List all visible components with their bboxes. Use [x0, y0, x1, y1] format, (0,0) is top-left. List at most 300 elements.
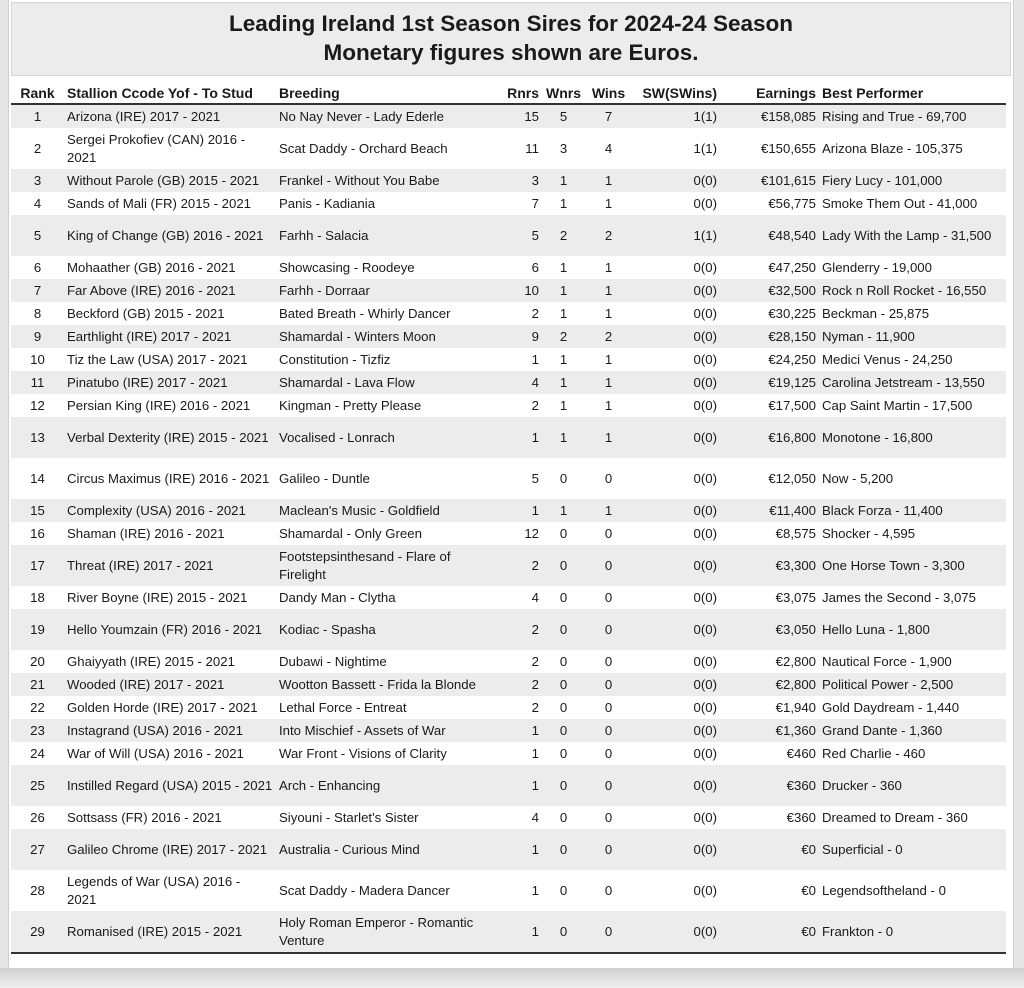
cell-stallion: Pinatubo (IRE) 2017 - 2021	[67, 374, 228, 390]
cell-wnrs: 0	[559, 525, 568, 541]
cell-earnings: €11,400	[769, 502, 816, 518]
cell-rank: 1	[33, 108, 42, 124]
cell-wins: 1	[604, 502, 613, 518]
cell-wnrs: 0	[559, 841, 568, 857]
cell-breeding: Siyouni - Starlet's Sister	[279, 809, 419, 825]
cell-stallion: War of Will (USA) 2016 - 2021	[67, 745, 244, 761]
table-row	[11, 458, 1006, 499]
cell-earnings: €12,050	[768, 470, 816, 486]
table-row	[11, 256, 1006, 279]
table-row	[11, 586, 1006, 609]
cell-breeding: Constitution - Tizfiz	[279, 351, 391, 367]
cell-wins: 1	[604, 351, 613, 367]
cell-wnrs: 1	[559, 374, 568, 390]
cell-breeding: Holy Roman Emperor - Romantic Venture	[276, 911, 482, 953]
cell-best-performer: Glenderry - 19,000	[822, 259, 932, 275]
cell-rank: 18	[30, 589, 45, 605]
cell-earnings: €28,150	[768, 328, 816, 344]
cell-wnrs: 5	[559, 108, 568, 124]
cell-rnrs: 1	[531, 841, 539, 857]
cell-wnrs: 1	[559, 172, 568, 188]
cell-rank: 7	[33, 282, 42, 298]
table-row	[11, 719, 1006, 742]
cell-wnrs: 0	[542, 911, 585, 953]
cell-wins: 1	[604, 397, 613, 413]
header-rank: Rank	[11, 82, 64, 104]
cell-rank: 4	[33, 195, 42, 211]
page-shadow	[0, 968, 1024, 988]
table-row	[11, 104, 1006, 128]
cell-sw: 0(0)	[693, 653, 717, 669]
cell-rank: 14	[30, 470, 45, 486]
cell-rnrs: 3	[531, 172, 539, 188]
cell-rnrs: 1	[531, 722, 539, 738]
cell-earnings: €30,225	[768, 305, 816, 321]
cell-best-performer: Dreamed to Dream - 360	[822, 809, 968, 825]
table-row	[11, 302, 1006, 325]
cell-stallion: Wooded (IRE) 2017 - 2021	[67, 676, 225, 692]
cell-sw: 0(0)	[693, 621, 717, 637]
cell-wnrs: 0	[559, 653, 568, 669]
cell-wins: 0	[604, 525, 613, 541]
header-wnrs: Wnrs	[542, 82, 585, 104]
cell-wnrs: 2	[559, 227, 568, 243]
cell-stallion: Sottsass (FR) 2016 - 2021	[67, 809, 222, 825]
table-row	[11, 911, 1006, 953]
cell-rnrs: 1	[531, 882, 539, 898]
cell-best-performer: Fiery Lucy - 101,000	[822, 172, 943, 188]
cell-rank: 6	[33, 259, 42, 275]
cell-stallion: Complexity (USA) 2016 - 2021	[67, 502, 246, 518]
cell-wnrs: 0	[559, 621, 568, 637]
cell-wnrs: 1	[559, 259, 568, 275]
cell-wins: 4	[604, 140, 613, 156]
cell-best-performer: Hello Luna - 1,800	[822, 621, 930, 637]
cell-stallion: Far Above (IRE) 2016 - 2021	[67, 282, 236, 298]
cell-wins: 2	[604, 227, 613, 243]
cell-rank: 15	[30, 502, 45, 518]
cell-sw: 1(1)	[693, 227, 717, 243]
table-row	[11, 696, 1006, 719]
cell-stallion: Sergei Prokofiev (CAN) 2016 - 2021	[67, 131, 246, 165]
cell-sw: 0(0)	[693, 502, 717, 518]
cell-rnrs: 5	[531, 470, 539, 486]
cell-rank: 2	[33, 140, 42, 156]
cell-rank: 9	[33, 328, 42, 344]
cell-stallion: Beckford (GB) 2015 - 2021	[67, 305, 225, 321]
table-row	[11, 765, 1006, 806]
cell-wnrs: 0	[559, 777, 568, 793]
table-row	[11, 742, 1006, 765]
cell-earnings: €1,360	[775, 722, 816, 738]
cell-stallion: King of Change (GB) 2016 - 2021	[67, 227, 264, 243]
cell-wins: 1	[604, 259, 613, 275]
cell-breeding: Panis - Kadiania	[279, 195, 376, 211]
header-rnrs: Rnrs	[482, 82, 542, 104]
cell-sw: 0(0)	[693, 282, 717, 298]
cell-stallion: Persian King (IRE) 2016 - 2021	[67, 397, 251, 413]
header-breeding: Breeding	[276, 82, 482, 104]
document-page	[8, 0, 1014, 968]
cell-wins: 1	[604, 429, 613, 445]
cell-rnrs: 6	[531, 259, 539, 275]
cell-best-performer: Frankton - 0	[819, 911, 1006, 953]
cell-rank: 19	[30, 621, 45, 637]
cell-stallion: Arizona (IRE) 2017 - 2021	[67, 108, 221, 124]
cell-wins: 0	[604, 722, 613, 738]
cell-wnrs: 0	[559, 470, 568, 486]
cell-wnrs: 1	[559, 351, 568, 367]
cell-rnrs: 7	[531, 195, 539, 211]
cell-earnings: €3,050	[775, 621, 816, 637]
cell-breeding: No Nay Never - Lady Ederle	[279, 108, 444, 124]
cell-earnings: €32,500	[768, 282, 816, 298]
cell-rnrs: 2	[531, 699, 539, 715]
cell-rnrs: 2	[531, 305, 539, 321]
cell-rnrs: 1	[531, 745, 539, 761]
cell-breeding: Lethal Force - Entreat	[279, 699, 407, 715]
cell-stallion: Sands of Mali (FR) 2015 - 2021	[67, 195, 251, 211]
cell-earnings: €2,800	[775, 653, 816, 669]
cell-best-performer: Lady With the Lamp - 31,500	[822, 227, 992, 243]
cell-wnrs: 0	[559, 745, 568, 761]
cell-stallion: Romanised (IRE) 2015 - 2021	[64, 911, 276, 953]
cell-rank: 25	[30, 777, 45, 793]
cell-best-performer: One Horse Town - 3,300	[822, 557, 965, 573]
cell-rank: 16	[30, 525, 45, 541]
cell-rank: 21	[30, 676, 45, 692]
cell-sw: 0(0)	[693, 745, 717, 761]
cell-wins: 1	[604, 374, 613, 390]
table-row	[11, 650, 1006, 673]
table-row	[11, 192, 1006, 215]
cell-stallion: Tiz the Law (USA) 2017 - 2021	[67, 351, 248, 367]
header-best-performer: Best Performer	[819, 82, 1006, 104]
cell-breeding: Scat Daddy - Orchard Beach	[279, 140, 448, 156]
cell-breeding: Australia - Curious Mind	[279, 841, 420, 857]
cell-breeding: Kingman - Pretty Please	[279, 397, 422, 413]
cell-sw: 0(0)	[693, 397, 717, 413]
cell-stallion: Earthlight (IRE) 2017 - 2021	[67, 328, 232, 344]
cell-breeding: War Front - Visions of Clarity	[279, 745, 447, 761]
cell-breeding: Shamardal - Only Green	[279, 525, 422, 541]
cell-rank: 11	[30, 374, 45, 390]
table-body	[11, 104, 1006, 953]
cell-rnrs: 2	[531, 557, 539, 573]
cell-stallion: Without Parole (GB) 2015 - 2021	[67, 172, 260, 188]
cell-best-performer: James the Second - 3,075	[822, 589, 976, 605]
cell-best-performer: Gold Daydream - 1,440	[822, 699, 960, 715]
cell-sw: 0(0)	[693, 882, 717, 898]
cell-breeding: Bated Breath - Whirly Dancer	[279, 305, 451, 321]
cell-wins: 1	[604, 172, 613, 188]
header-wins: Wins	[585, 82, 632, 104]
cell-rank: 20	[30, 653, 45, 669]
cell-stallion: Instilled Regard (USA) 2015 - 2021	[67, 777, 273, 793]
cell-sw: 0(0)	[693, 809, 717, 825]
cell-wins: 0	[604, 621, 613, 637]
cell-sw: 0(0)	[693, 722, 717, 738]
cell-wins: 0	[604, 557, 613, 573]
cell-sw: 0(0)	[632, 911, 720, 953]
cell-sw: 0(0)	[693, 470, 717, 486]
cell-best-performer: Black Forza - 11,400	[822, 502, 943, 518]
cell-wnrs: 1	[559, 195, 568, 211]
cell-earnings: €101,615	[760, 172, 816, 188]
cell-breeding: Wootton Bassett - Frida la Blonde	[279, 676, 476, 692]
table-row	[11, 371, 1006, 394]
cell-wins: 1	[604, 305, 613, 321]
cell-rnrs: 1	[531, 429, 539, 445]
cell-earnings: €158,085	[760, 108, 816, 124]
cell-breeding: Dubawi - Nightime	[279, 653, 387, 669]
cell-breeding: Maclean's Music - Goldfield	[279, 502, 440, 518]
cell-wnrs: 1	[559, 502, 568, 518]
cell-wnrs: 0	[559, 676, 568, 692]
cell-sw: 0(0)	[693, 172, 717, 188]
cell-wins: 1	[604, 282, 613, 298]
cell-best-performer: Legendsoftheland - 0	[822, 882, 946, 898]
cell-earnings: €24,250	[768, 351, 816, 367]
cell-rank: 12	[30, 397, 45, 413]
cell-best-performer: Carolina Jetstream - 13,550	[822, 374, 985, 390]
cell-rnrs: 2	[531, 676, 539, 692]
cell-rnrs: 4	[531, 589, 539, 605]
cell-wins: 0	[604, 653, 613, 669]
cell-wins: 2	[604, 328, 613, 344]
cell-earnings: €360	[786, 809, 816, 825]
cell-sw: 0(0)	[693, 259, 717, 275]
table-row	[11, 215, 1006, 256]
table-row	[11, 169, 1006, 192]
cell-stallion: Shaman (IRE) 2016 - 2021	[67, 525, 225, 541]
header-sw: SW(SWins)	[632, 82, 720, 104]
cell-rnrs: 15	[524, 108, 539, 124]
cell-earnings: €3,300	[775, 557, 816, 573]
cell-rank: 27	[30, 841, 45, 857]
cell-rnrs: 1	[531, 351, 539, 367]
cell-wnrs: 3	[559, 140, 568, 156]
cell-stallion: Circus Maximus (IRE) 2016 - 2021	[67, 470, 270, 486]
cell-stallion: Legends of War (USA) 2016 - 2021	[67, 873, 241, 907]
cell-best-performer: Political Power - 2,500	[822, 676, 954, 692]
cell-rnrs: 2	[531, 621, 539, 637]
cell-stallion: Threat (IRE) 2017 - 2021	[67, 557, 214, 573]
cell-wnrs: 0	[559, 882, 568, 898]
cell-earnings: €47,250	[768, 259, 816, 275]
cell-sw: 1(1)	[693, 108, 717, 124]
cell-rnrs: 1	[482, 911, 542, 953]
cell-best-performer: Red Charlie - 460	[822, 745, 926, 761]
cell-wnrs: 1	[559, 305, 568, 321]
cell-best-performer: Rising and True - 69,700	[822, 108, 967, 124]
cell-rank: 29	[11, 911, 64, 953]
cell-best-performer: Shocker - 4,595	[822, 525, 916, 541]
cell-stallion: Verbal Dexterity (IRE) 2015 - 2021	[67, 429, 269, 445]
cell-rank: 28	[30, 882, 45, 898]
cell-rank: 10	[30, 351, 45, 367]
cell-best-performer: Medici Venus - 24,250	[822, 351, 953, 367]
cell-sw: 0(0)	[693, 374, 717, 390]
cell-stallion: Instagrand (USA) 2016 - 2021	[67, 722, 243, 738]
cell-breeding: Dandy Man - Clytha	[279, 589, 396, 605]
cell-wins: 0	[604, 777, 613, 793]
cell-sw: 0(0)	[693, 557, 717, 573]
cell-rank: 26	[30, 809, 45, 825]
cell-stallion: Golden Horde (IRE) 2017 - 2021	[67, 699, 258, 715]
table-row	[11, 522, 1006, 545]
cell-wins: 0	[604, 882, 613, 898]
cell-rnrs: 12	[524, 525, 539, 541]
cell-sw: 0(0)	[693, 589, 717, 605]
cell-stallion: Ghaiyyath (IRE) 2015 - 2021	[67, 653, 235, 669]
cell-sw: 0(0)	[693, 429, 717, 445]
cell-stallion: River Boyne (IRE) 2015 - 2021	[67, 589, 248, 605]
cell-wins: 0	[585, 911, 632, 953]
table-row	[11, 806, 1006, 829]
cell-wins: 0	[604, 699, 613, 715]
cell-rnrs: 1	[531, 502, 539, 518]
cell-rank: 17	[30, 557, 45, 573]
cell-wnrs: 0	[559, 722, 568, 738]
table-row	[11, 128, 1006, 169]
cell-sw: 0(0)	[693, 195, 717, 211]
cell-rnrs: 11	[525, 140, 539, 156]
page-subtitle: Monetary figures shown are Euros.	[323, 40, 699, 65]
table-row	[11, 673, 1006, 696]
header-row	[11, 82, 1006, 104]
cell-earnings: €460	[786, 745, 816, 761]
table-row	[11, 499, 1006, 522]
cell-best-performer: Rock n Roll Rocket - 16,550	[822, 282, 987, 298]
cell-earnings: €19,125	[768, 374, 816, 390]
cell-breeding: Farhh - Dorraar	[279, 282, 370, 298]
cell-breeding: Arch - Enhancing	[279, 777, 381, 793]
cell-wnrs: 1	[559, 397, 568, 413]
cell-breeding: Kodiac - Spasha	[279, 621, 376, 637]
cell-sw: 0(0)	[693, 328, 717, 344]
cell-breeding: Galileo - Duntle	[279, 470, 370, 486]
cell-rnrs: 5	[531, 227, 539, 243]
cell-best-performer: Grand Dante - 1,360	[822, 722, 943, 738]
cell-earnings: €150,655	[760, 140, 816, 156]
cell-earnings: €0	[801, 882, 816, 898]
header-stallion: Stallion Ccode Yof - To Stud	[64, 82, 276, 104]
cell-breeding: Frankel - Without You Babe	[279, 172, 440, 188]
cell-sw: 0(0)	[693, 841, 717, 857]
cell-wins: 1	[604, 195, 613, 211]
cell-wnrs: 0	[559, 557, 568, 573]
cell-earnings: €0	[720, 911, 819, 953]
cell-breeding: Vocalised - Lonrach	[279, 429, 395, 445]
cell-earnings: €2,800	[775, 676, 816, 692]
cell-best-performer: Now - 5,200	[822, 470, 894, 486]
title-box	[11, 2, 1011, 76]
cell-wnrs: 0	[559, 809, 568, 825]
cell-earnings: €0	[801, 841, 816, 857]
cell-earnings: €8,575	[775, 525, 816, 541]
cell-sw: 0(0)	[693, 676, 717, 692]
cell-wins: 0	[604, 745, 613, 761]
cell-best-performer: Arizona Blaze - 105,375	[822, 140, 963, 156]
cell-wnrs: 0	[559, 699, 568, 715]
cell-wins: 0	[604, 841, 613, 857]
cell-rnrs: 4	[531, 809, 539, 825]
cell-earnings: €16,800	[768, 429, 816, 445]
cell-breeding: Shamardal - Lava Flow	[279, 374, 415, 390]
cell-wins: 0	[604, 676, 613, 692]
cell-rnrs: 4	[531, 374, 539, 390]
cell-earnings: €1,940	[775, 699, 816, 715]
cell-wins: 0	[604, 809, 613, 825]
cell-sw: 0(0)	[693, 525, 717, 541]
cell-wnrs: 1	[559, 282, 568, 298]
cell-stallion: Hello Youmzain (FR) 2016 - 2021	[67, 621, 262, 637]
cell-breeding: Shamardal - Winters Moon	[279, 328, 436, 344]
cell-breeding: Showcasing - Roodeye	[279, 259, 415, 275]
table-row	[11, 609, 1006, 650]
cell-earnings: €360	[786, 777, 816, 793]
cell-sw: 0(0)	[693, 699, 717, 715]
page-title: Leading Ireland 1st Season Sires for 2024-24 Season	[229, 11, 793, 36]
cell-breeding: Into Mischief - Assets of War	[279, 722, 446, 738]
cell-rnrs: 2	[531, 653, 539, 669]
cell-best-performer: Beckman - 25,875	[822, 305, 930, 321]
table-row	[11, 325, 1006, 348]
cell-rank: 3	[33, 172, 42, 188]
table-row	[11, 870, 1006, 911]
cell-wins: 0	[604, 470, 613, 486]
cell-sw: 0(0)	[693, 777, 717, 793]
cell-breeding: Footstepsinthesand - Flare of Firelight	[279, 548, 451, 582]
cell-wnrs: 1	[559, 429, 568, 445]
cell-best-performer: Superficial - 0	[822, 841, 903, 857]
cell-earnings: €48,540	[768, 227, 816, 243]
table-row	[11, 417, 1006, 458]
header-earnings: Earnings	[720, 82, 819, 104]
cell-rank: 23	[30, 722, 45, 738]
cell-sw: 0(0)	[693, 305, 717, 321]
cell-stallion: Mohaather (GB) 2016 - 2021	[67, 259, 236, 275]
cell-breeding: Farhh - Salacia	[279, 227, 369, 243]
cell-stallion: Galileo Chrome (IRE) 2017 - 2021	[67, 841, 268, 857]
cell-earnings: €56,775	[768, 195, 816, 211]
cell-sw: 1(1)	[693, 140, 717, 156]
cell-best-performer: Smoke Them Out - 41,000	[822, 195, 978, 211]
table-row	[11, 545, 1006, 586]
cell-best-performer: Nautical Force - 1,900	[822, 653, 952, 669]
cell-rnrs: 2	[531, 397, 539, 413]
cell-best-performer: Nyman - 11,900	[822, 328, 915, 344]
cell-wins: 7	[604, 108, 613, 124]
cell-rnrs: 1	[531, 777, 539, 793]
table-row	[11, 394, 1006, 417]
cell-best-performer: Monotone - 16,800	[822, 429, 933, 445]
table-row	[11, 829, 1006, 870]
table-row	[11, 279, 1006, 302]
table-row	[11, 348, 1006, 371]
cell-wins: 0	[604, 589, 613, 605]
cell-rank: 22	[30, 699, 45, 715]
cell-earnings: €3,075	[775, 589, 816, 605]
cell-earnings: €17,500	[768, 397, 816, 413]
cell-wnrs: 0	[559, 589, 568, 605]
cell-best-performer: Drucker - 360	[822, 777, 902, 793]
cell-best-performer: Cap Saint Martin - 17,500	[822, 397, 973, 413]
cell-breeding: Scat Daddy - Madera Dancer	[279, 882, 450, 898]
cell-rank: 5	[33, 227, 42, 243]
cell-sw: 0(0)	[693, 351, 717, 367]
